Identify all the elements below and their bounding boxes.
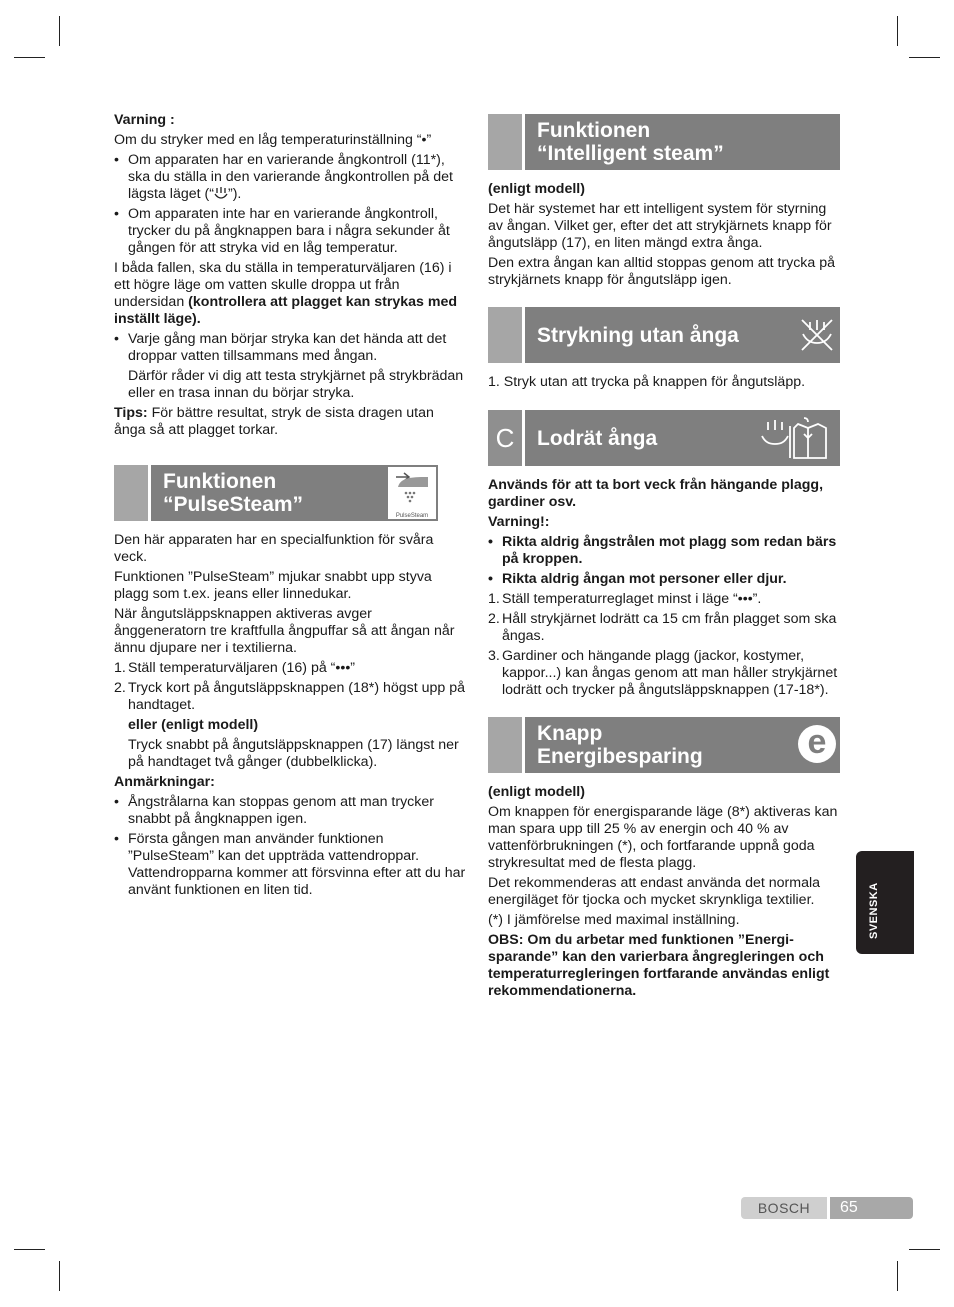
- crop-mark: [59, 16, 60, 46]
- paragraph: Funktionen ”PulseSteam” mjukar snabbt upp styva plagg som t.ex. jeans eller linnedukar.: [114, 569, 432, 602]
- paragraph: När ångutsläppsknappen aktiveras avger ånggeneratorn tre kraftfulla ångpuffar så att ångan når ännu djupare ner i textilierna.: [114, 606, 455, 656]
- model-note: (enligt modell): [488, 784, 585, 800]
- crop-mark: [897, 1261, 898, 1291]
- paragraph: Det här systemet har ett intelligent system för styrning av ångan. Vilket ger, efter det att strykjärnets knapp för ångutsläpp (17), en liten mängd extra ånga.: [488, 201, 832, 251]
- paragraph: Den här apparaten har en specialfunktion för svåra veck.: [114, 532, 434, 565]
- obs-note: OBS: Om du arbetar med funktionen ”Energi-sparande” kan den varierbara ångregleringen och temperaturregleringen fortfarande användas enligt rekommendationerna.: [488, 932, 830, 999]
- warning-label: Varning!:: [488, 514, 550, 530]
- indented-text: Tryck snabbt på ångutsläppsknappen (17) längst ner på handtaget två gånger (dubbelklicka).: [128, 737, 459, 770]
- section-title: Funktionen “PulseSteam”: [163, 470, 304, 516]
- list-item: 1. Ställ temperaturväljaren (16) på “•••”: [114, 660, 356, 676]
- eco-icon: e: [798, 725, 836, 763]
- list-item: • Om apparaten inte har en varierande ångkontroll, trycker du på ångknappen bara i några sekunder åt gången för att stryka vid en låg temperatur.: [114, 206, 450, 256]
- paragraph: Används för att ta bort veck från hängande plagg, gardiner osv.: [488, 477, 824, 510]
- step: 1. Stryk utan att trycka på knappen för ångutsläpp.: [488, 374, 806, 390]
- page-number: 65: [830, 1197, 913, 1219]
- energy-saving-header: [488, 717, 840, 773]
- list-item: • Ångstrålarna kan stoppas genom att man trycker snabbt på ångknappen igen.: [114, 794, 434, 827]
- model-note: (enligt modell): [488, 181, 585, 197]
- list-item: • Om apparaten har en varierande ångkontroll (11*), ska du ställa in den varierande ångkontrollen på det lägsta läget (“ ”).: [114, 152, 453, 202]
- pulsesteam-header: [114, 465, 438, 521]
- list-item: 2. Håll strykjärnet lodrätt ca 15 cm från plagget som ska ångas.: [488, 611, 837, 644]
- crop-mark: [59, 1261, 60, 1291]
- list-item: • Varje gång man börjar stryka kan det hända att det droppar vatten tillsammans med ångan.: [114, 331, 447, 364]
- crop-mark: [14, 1249, 45, 1250]
- right-column: [488, 114, 840, 1003]
- warning-title: Varning :: [114, 112, 175, 128]
- crop-mark: [14, 57, 45, 58]
- list-item: 3. Gardiner och hängande plagg (jackor, kostymer, kappor...) kan ångas genom att man håller strykjärnet lodrätt och trycker på ångutsläppsknappen (17-18*).: [488, 648, 838, 698]
- list-item: 2. Tryck kort på ångutsläppsknappen (18*) högst upp på handtaget.: [114, 680, 466, 713]
- steam-min-icon: [214, 186, 228, 202]
- left-column: [114, 112, 466, 902]
- no-steam-icon: [798, 316, 836, 359]
- or-model: eller (enligt modell): [128, 717, 259, 733]
- intelligent-steam-header: [488, 114, 840, 170]
- language-tab: SVENSKA: [856, 851, 914, 954]
- crop-mark: [909, 57, 940, 58]
- bullet-text: Om apparaten har en varierande ångkontroll (11*), ska du ställa in den varierande ångkontrollen på det lägsta läget (“: [128, 152, 453, 202]
- crop-mark: [909, 1249, 940, 1250]
- paragraph: Den extra ångan kan alltid stoppas genom att trycka på strykjärnets knapp för ångutsläpp igen.: [488, 255, 836, 288]
- section-title: Funktionen “Intelligent steam”: [537, 119, 724, 165]
- warning-intro: Om du stryker med en låg temperaturinställning “•”: [114, 132, 432, 148]
- crop-mark: [897, 16, 898, 46]
- list-item: • Rikta aldrig ångstrålen mot plagg som redan bärs på kroppen.: [488, 534, 837, 567]
- list-item: 1. Ställ temperaturreglaget minst i läge “•••”.: [488, 591, 762, 607]
- paragraph: Det rekommenderas att endast använda det normala energiläget för tjocka och mycket skrynkliga textilier.: [488, 875, 821, 908]
- paragraph: (*) I jämförelse med maximal inställning.: [488, 912, 740, 928]
- list-item: • Rikta aldrig ångan mot personer eller djur.: [488, 571, 787, 587]
- footer-brand: BOSCH: [741, 1197, 827, 1219]
- no-steam-header: [488, 307, 840, 363]
- list-item: • Första gången man använder funktionen ”PulseSteam” kan det uppträda vattendroppar. Vattendropparna kommer att försvinna efter att du har använt funktionen en liten tid.: [114, 831, 466, 898]
- section-title: Knapp Energibesparing: [537, 722, 703, 768]
- section-title: Strykning utan ånga: [537, 323, 739, 347]
- paragraph: I båda fallen, ska du ställa in temperaturväljaren (16) i ett högre läge om vatten skulle droppa ut från undersidan (kontrollera att plagget kan strykas med inställt läge).: [114, 260, 458, 327]
- paragraph: Om knappen för energisparande läge (8*) aktiveras kan man spara upp till 25 % av energin och 40 % av vattenförbrukningen (*), och fortfarande uppnå goda strykresultat med de flesta plagg.: [488, 804, 838, 871]
- vertical-steam-header: C Lodrät ånga: [488, 410, 840, 466]
- tips: Tips: För bättre resultat, stryk de sista dragen utan ånga så att plagget torkar.: [114, 405, 434, 438]
- section-title: Lodrät ånga: [537, 426, 658, 450]
- vertical-steam-icon: [760, 416, 836, 465]
- indented-text: Därför råder vi dig att testa strykjärnet på strykbrädan eller en trasa innan du börjar stryka.: [128, 368, 464, 401]
- notes-label: Anmärkningar:: [114, 774, 215, 790]
- pulsesteam-icon: PulseSteam: [388, 467, 436, 519]
